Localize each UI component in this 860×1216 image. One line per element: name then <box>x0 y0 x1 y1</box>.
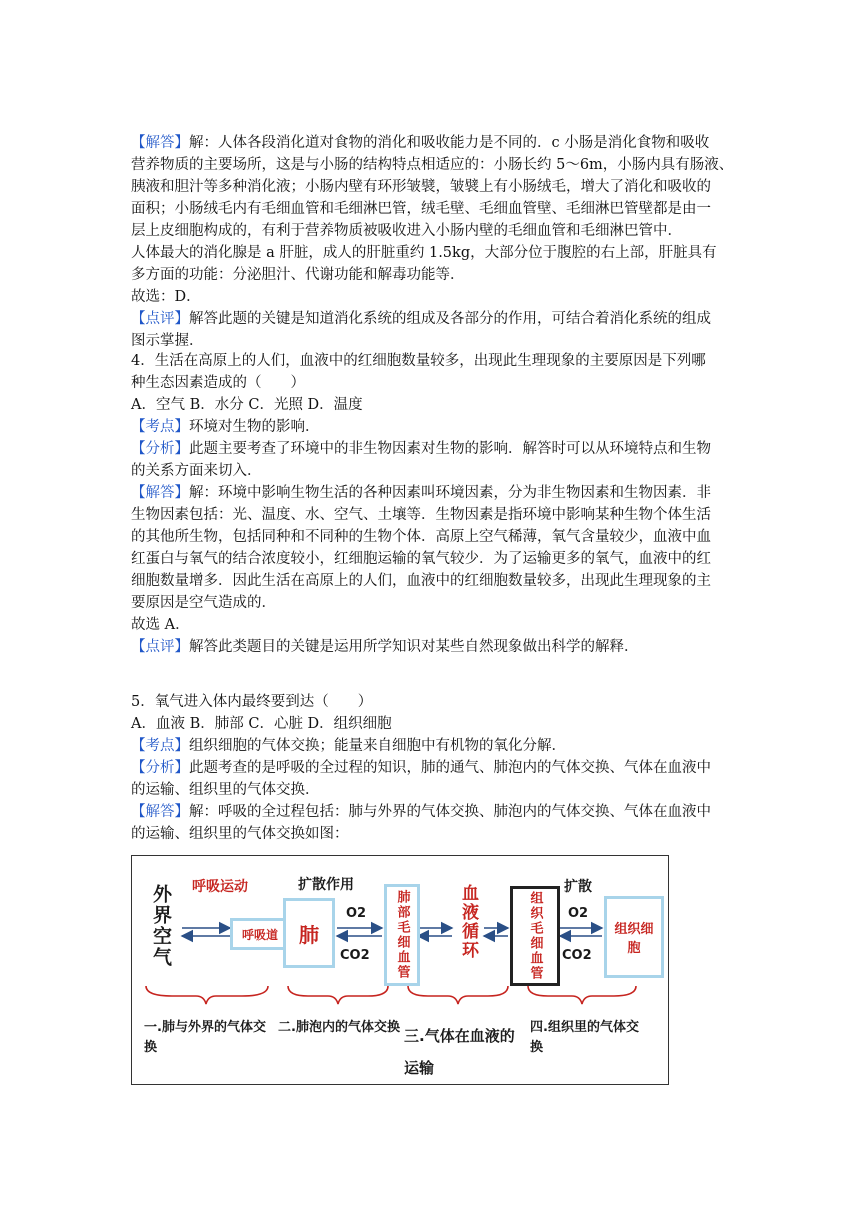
text-line <box>131 526 711 548</box>
label-stage-4: 四.组织里的气体交换 <box>530 1020 639 1055</box>
label-alveolar-capillary: 肺部毛细血管 <box>394 890 410 980</box>
text-line <box>131 636 639 658</box>
line-text: 此题主要考查了环境中的非生物因素对生物的影响．解答时可以从环境特点和生物 <box>189 441 711 457</box>
line-text: A．血液 B．肺部 C．心脏 D．组织细胞 <box>131 716 392 732</box>
label-stage-1: 一.肺与外界的气体交换 <box>144 1020 266 1055</box>
brace-stage-3 <box>408 986 508 1004</box>
line-text: 层上皮细胞构成的，有利于营养物质被吸收进入小肠内壁的毛细血管和毛细淋巴管中． <box>131 223 682 239</box>
text-line <box>131 286 201 308</box>
line-text: 的运输、组织里的气体交换． <box>131 782 320 798</box>
label-tissue-capillary: 组织毛细血管 <box>527 891 543 981</box>
brace-stage-2 <box>288 986 388 1004</box>
line-text: 面积；小肠绒毛内有毛细血管和毛细淋巴管，绒毛壁、毛细血管壁、毛细淋巴管壁都是由一 <box>131 201 711 217</box>
line-text: A．空气 B．水分 C．光照 D．温度 <box>131 397 363 413</box>
text-line <box>131 176 711 198</box>
line-text: 4．生活在高原上的人们，血液中的红细胞数量较多，出现此生理现象的主要原因是下列哪 <box>131 353 706 369</box>
line-text: 的运输、组织里的气体交换如图： <box>131 826 349 842</box>
label-diffusion-1: 扩散作用 <box>298 877 354 893</box>
line-text: 解：人体各段消化道对食物的消化和吸收能力是不同的．c 小肠是消化食物和吸收 <box>189 135 710 151</box>
line-text: 图示掌握． <box>131 333 204 349</box>
tissue-capillary-box <box>510 886 560 986</box>
alveolar-capillary-box <box>384 884 420 986</box>
text-line <box>131 438 711 460</box>
label-stage-2: 二.肺泡内的气体交换 <box>278 1020 400 1035</box>
text-line <box>131 614 190 636</box>
label-co2-1: CO2 <box>340 948 370 963</box>
line-text: 营养物质的主要场所，这是与小肠的结构特点相适应的：小肠长约 5～6m，小肠内具有肠液、 <box>131 157 734 173</box>
line-text: 要原因是空气造成的． <box>131 595 276 611</box>
label-tissue-cell: 组织细胞 <box>614 922 654 956</box>
section-tag: 【考点】 <box>131 419 189 435</box>
line-text: 生物因素包括：光、温度、水、空气、土壤等．生物因素是指环境中影响某种生物个体生活 <box>131 507 711 523</box>
airway-box <box>230 918 290 950</box>
lung-box <box>283 898 335 968</box>
line-text: 解：环境中影响生物生活的各种因素叫环境因素，分为非生物因素和生物因素．非 <box>189 485 711 501</box>
text-line <box>131 548 711 570</box>
line-text: 细胞数量增多．因此生活在高原上的人们，血液中的红细胞数量较多，出现此生理现象的主 <box>131 573 711 589</box>
text-line <box>131 394 363 416</box>
text-line <box>131 308 711 330</box>
label-co2-2: CO2 <box>562 948 592 963</box>
text-line <box>131 154 733 176</box>
section-tag: 【点评】 <box>131 311 189 327</box>
section-tag: 【点评】 <box>131 639 189 655</box>
text-line <box>131 264 465 286</box>
label-airway: 呼吸道 <box>241 927 278 942</box>
line-text: 解答此类题目的关键是运用所学知识对某些自然现象做出科学的解释． <box>189 639 639 655</box>
text-line <box>131 570 711 592</box>
label-breathing-motion: 呼吸运动 <box>192 879 248 895</box>
section-tag: 【解答】 <box>131 804 189 820</box>
line-text: 红蛋白与氧气的结合浓度较小，红细胞运输的氧气较少．为了运输更多的氧气，血液中的红 <box>131 551 711 567</box>
line-text: 胰液和胆汁等多种消化液；小肠内壁有环形皱襞，皱襞上有小肠绒毛，增大了消化和吸收的 <box>131 179 711 195</box>
text-line <box>131 482 711 504</box>
text-line <box>131 198 711 220</box>
label-stage-3: 三.气体在血液的运输 <box>404 1027 515 1077</box>
label-o2-1: O2 <box>346 906 367 921</box>
section-tag: 【分析】 <box>131 441 189 457</box>
text-line <box>131 242 717 264</box>
text-line <box>131 350 706 372</box>
text-line <box>131 592 276 614</box>
line-text: 人体最大的消化腺是 a 肝脏，成人的肝脏重约 1.5kg，大部分位于腹腔的右上部，肝脏具有 <box>131 245 717 261</box>
brace-stage-1 <box>146 986 268 1004</box>
label-diffusion-2: 扩散 <box>564 879 592 895</box>
line-text: 故选：D． <box>131 289 201 305</box>
section-tag: 【解答】 <box>131 135 189 151</box>
text-line <box>131 132 709 154</box>
text-line <box>131 460 262 482</box>
brace-stage-4 <box>528 986 636 1004</box>
label-lung: 肺 <box>299 922 319 947</box>
text-line <box>131 504 711 526</box>
section-tag: 【分析】 <box>131 760 189 776</box>
text-line <box>131 735 566 757</box>
text-line <box>131 330 204 352</box>
text-line <box>131 691 372 713</box>
text-line <box>131 416 320 438</box>
text-line <box>131 801 711 823</box>
line-text: 5．氧气进入体内最终要到达（ ） <box>131 694 373 710</box>
text-line <box>131 779 320 801</box>
line-text: 种生态因素造成的（ ） <box>131 375 305 391</box>
section-tag: 【解答】 <box>131 485 189 501</box>
line-text: 的关系方面来切入． <box>131 463 262 479</box>
text-line <box>131 372 305 394</box>
line-text: 解：呼吸的全过程包括：肺与外界的气体交换、肺泡内的气体交换、气体在血液中 <box>189 804 711 820</box>
line-text: 此题考查的是呼吸的全过程的知识，肺的通气、肺泡内的气体交换、气体在血液中 <box>189 760 711 776</box>
line-text: 解答此题的关键是知道消化系统的组成及各部分的作用，可结合着消化系统的组成 <box>189 311 711 327</box>
line-text: 多方面的功能：分泌胆汁、代谢功能和解毒功能等． <box>131 267 465 283</box>
text-line <box>131 757 711 779</box>
label-blood-circulation: 血液循环 <box>458 884 478 960</box>
line-text: 故选 A． <box>131 617 190 633</box>
respiration-process-diagram <box>131 855 669 1085</box>
section-tag: 【考点】 <box>131 738 189 754</box>
text-line <box>131 823 349 845</box>
line-text: 组织细胞的气体交换；能量来自细胞中有机物的氧化分解． <box>189 738 566 754</box>
label-outside-air: 外界空气 <box>150 884 172 968</box>
line-text: 环境对生物的影响． <box>189 419 320 435</box>
label-o2-2: O2 <box>568 906 589 921</box>
text-line <box>131 713 392 735</box>
line-text: 的其他所生物，包括同种和不同种的生物个体．高原上空气稀薄，氧气含量较少，血液中血 <box>131 529 711 545</box>
text-line <box>131 220 682 242</box>
tissue-cell-box <box>604 896 664 978</box>
